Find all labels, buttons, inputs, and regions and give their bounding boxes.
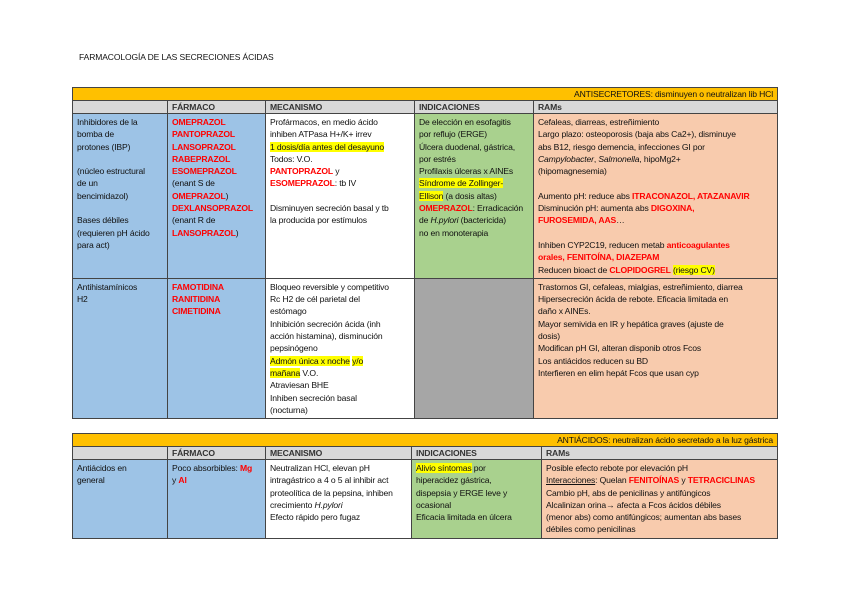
- text-run: ): [235, 227, 239, 238]
- text-line: [77, 281, 163, 293]
- drug-name: RABEPRAZOL: [172, 153, 231, 164]
- text-run: (a dosis altas): [443, 190, 497, 201]
- text-run: acción histamina), disminución: [270, 331, 383, 342]
- text-line: [546, 474, 773, 486]
- text-run: (menor abs) como antifúngicos; aumentan abs bases: [546, 512, 742, 523]
- text-run: ocasional: [416, 499, 451, 510]
- text-run: Interfieren en elim hepát Fcos que usan cyp: [538, 367, 699, 378]
- table-row: [73, 278, 778, 418]
- drug-name: Al: [178, 475, 187, 486]
- drug-name: PANTOPRAZOL: [270, 166, 333, 177]
- text-line: [538, 318, 773, 330]
- text-line: [172, 128, 261, 140]
- table-row: [73, 460, 778, 539]
- text-run: Todos: V.O.: [270, 153, 313, 164]
- text-line: [172, 190, 261, 202]
- table-header-row: [73, 447, 778, 460]
- table-band-row: [73, 434, 778, 447]
- text-line: [419, 128, 529, 140]
- text-line: [77, 141, 163, 153]
- drug-name: DEXLANSOPRAZOL: [172, 203, 253, 214]
- text-run: (nocturna): [270, 404, 308, 415]
- column-header-adverse-effects: RAMs: [542, 447, 778, 460]
- drug-name: PANTOPRAZOL: [172, 129, 235, 140]
- text-run: : Erradicación: [472, 203, 524, 214]
- text-run: Poco absorbibles:: [172, 463, 241, 473]
- text-line: [172, 153, 261, 165]
- text-line: [419, 153, 529, 165]
- text-line: [538, 116, 773, 128]
- text-line: [270, 355, 410, 367]
- text-run: ): [225, 190, 229, 201]
- text-line: [172, 177, 261, 189]
- text-line: [546, 523, 773, 535]
- text-run: Cefaleas, diarreas, estreñimiento: [538, 117, 660, 127]
- text-line: [546, 511, 773, 523]
- table-band-row: [73, 88, 778, 101]
- text-run: daño x AINEs.: [538, 306, 591, 317]
- text-line: [172, 293, 261, 305]
- text-line: [419, 165, 529, 177]
- drug-name: ITRACONAZOL, ATAZANAVIR: [632, 190, 750, 201]
- cell-drug: [168, 278, 266, 418]
- text-run: Campylobacter: [538, 153, 594, 164]
- text-line: [172, 116, 261, 128]
- text-run: H.pylori: [314, 499, 343, 510]
- text-run: (bactericida): [458, 215, 507, 226]
- text-line: [270, 474, 407, 486]
- text-line: [77, 462, 163, 474]
- text-line: [77, 177, 163, 189]
- text-run: Profilaxis úlceras x AINEs: [419, 166, 514, 177]
- text-line: [270, 202, 410, 214]
- text-line: [419, 202, 529, 214]
- text-line: [270, 379, 410, 391]
- text-line: [172, 141, 261, 153]
- text-run: pepsinógeno: [270, 343, 318, 354]
- text-line: [538, 214, 773, 226]
- text-run: Modifican pH GI, alteran disponib otros Fcos: [538, 343, 701, 354]
- text-run: Bases débiles: [77, 215, 129, 226]
- text-line: [270, 392, 410, 404]
- table-header-row: [73, 101, 778, 114]
- drug-name: DIGOXINA,: [650, 203, 695, 214]
- text-line: [270, 214, 410, 226]
- drug-name: FENITOÍNAS: [628, 475, 680, 486]
- text-line: [419, 227, 529, 239]
- text-line: [416, 462, 537, 474]
- text-run: : tb IV: [334, 178, 357, 189]
- text-line: [77, 293, 163, 305]
- text-line: [546, 499, 773, 511]
- highlighted-text: 1 dosis/día antes del desayuno: [270, 141, 384, 152]
- text-line: [77, 190, 163, 202]
- text-line: [172, 202, 261, 214]
- text-run: bomba de: [77, 129, 115, 140]
- text-line: [270, 116, 410, 128]
- text-line: [416, 499, 537, 511]
- column-header-mechanism: MECANISMO: [266, 447, 412, 460]
- highlighted-text: mañana: [270, 367, 301, 378]
- table-row: [73, 114, 778, 279]
- text-run: crecimiento: [270, 499, 315, 510]
- text-run: Inhiben CYP2C19, reducen metab: [538, 239, 667, 250]
- text-line: [270, 128, 410, 140]
- text-run: Trastornos GI, cefaleas, mialgias, estreñimiento, diarrea: [538, 281, 743, 292]
- text-line: [419, 116, 529, 128]
- drug-name: Mg: [240, 463, 253, 473]
- text-run: De elección en esofagitis: [419, 117, 511, 127]
- drug-name: CLOPIDOGREL: [609, 264, 671, 275]
- cell-adverse-effects: [542, 460, 778, 539]
- text-line: [538, 293, 773, 305]
- text-run: bencimidazol): [77, 190, 129, 201]
- text-run: Efecto rápido pero fugaz: [270, 512, 361, 523]
- text-run: y: [172, 475, 179, 486]
- document-title: FARMACOLOGÍA DE LAS SECRECIONES ÁCIDAS: [79, 52, 274, 62]
- text-line: [172, 214, 261, 226]
- drug-name: anticoagulantes: [666, 239, 730, 250]
- text-run: Disminución pH: aumenta abs: [538, 203, 651, 214]
- text-line: [546, 462, 773, 474]
- text-run: de: [419, 215, 431, 226]
- text-run: no en monoterapia: [419, 227, 489, 238]
- table-section-title: ANTISECRETORES: disminuyen o neutralizan lib HCl: [73, 88, 778, 101]
- text-line: [270, 511, 407, 523]
- cell-mechanism: [266, 460, 412, 539]
- text-run: dosis): [538, 331, 561, 342]
- text-run: estómago: [270, 306, 307, 317]
- drug-name: ESOMEPRAZOL: [172, 166, 237, 177]
- text-run: (núcleo estructural: [77, 166, 145, 177]
- text-line: [172, 165, 261, 177]
- text-line: [270, 342, 410, 354]
- text-line: [416, 487, 537, 499]
- text-line: [172, 281, 261, 293]
- column-header-indications: INDICACIONES: [412, 447, 542, 460]
- text-run: Inhiben secreción basal: [270, 392, 357, 403]
- text-run: abs B12, riesgo demencia, infecciones GI por: [538, 141, 705, 152]
- text-line: [538, 251, 773, 263]
- text-line: [538, 367, 773, 379]
- text-line: [270, 141, 410, 153]
- text-line: [77, 227, 163, 239]
- highlighted-text: Ellison: [419, 190, 444, 201]
- text-line: [172, 462, 261, 474]
- drug-name: ESOMEPRAZOL: [270, 178, 335, 189]
- text-run: la producida por estímulos: [270, 215, 367, 226]
- text-line: [270, 318, 410, 330]
- drug-name: LANSOPRAZOL: [172, 141, 236, 152]
- cell-indications: [412, 460, 542, 539]
- antisecretores-table: [72, 87, 778, 419]
- cell-category: [73, 114, 168, 279]
- text-run: V.O.: [300, 367, 319, 378]
- text-run: por estrés: [419, 153, 456, 164]
- text-run: H.pylori: [430, 215, 459, 226]
- text-line: [419, 190, 529, 202]
- text-line: [538, 128, 773, 140]
- text-run: Antihistamínicos: [77, 281, 138, 292]
- text-run: proteolítica de la pepsina, inhiben: [270, 487, 393, 498]
- text-line: [270, 305, 410, 317]
- text-run: Disminuyen secreción basal y tb: [270, 203, 389, 214]
- text-run: débiles como penicilinas: [546, 524, 636, 535]
- text-run: ,: [593, 153, 599, 164]
- cell-mechanism: [266, 114, 415, 279]
- text-run: …: [616, 215, 625, 226]
- column-header-category: [73, 447, 168, 460]
- text-run: Profármacos, en medio ácido: [270, 117, 378, 127]
- highlighted-text: (riesgo CV): [672, 264, 715, 275]
- antiacidos-table: [72, 433, 778, 539]
- text-line: [538, 355, 773, 367]
- text-line: [270, 404, 410, 416]
- text-line: [538, 264, 773, 276]
- drug-name: TETRACICLINAS: [687, 475, 755, 486]
- text-run: protones (IBP): [77, 141, 131, 152]
- text-run: Reducen bioact de: [538, 264, 610, 275]
- text-line: [77, 239, 163, 251]
- text-line: [270, 281, 410, 293]
- text-line: [270, 499, 407, 511]
- text-line: [270, 177, 410, 189]
- highlighted-text: y/o: [352, 355, 364, 366]
- text-run: inhiben ATPasa H+/K+ irrev: [270, 129, 372, 140]
- drug-name: OMEPRAZOL: [172, 117, 226, 127]
- text-line: [538, 177, 773, 189]
- text-run: dispepsia y ERGE leve y: [416, 487, 508, 498]
- text-run: Mayor semivida en IR y hepática graves (ajuste de: [538, 318, 724, 329]
- text-line: [172, 305, 261, 317]
- text-run: (hipomagnesemia): [538, 166, 607, 177]
- text-line: [538, 190, 773, 202]
- column-header-adverse-effects: RAMs: [534, 101, 778, 114]
- text-line: [546, 487, 773, 499]
- text-line: [270, 190, 410, 202]
- text-line: [419, 214, 529, 226]
- text-run: (enant S de: [172, 178, 215, 189]
- text-run: Antiácidos en: [77, 463, 127, 473]
- cell-category: [73, 460, 168, 539]
- text-run: , hipoMg2+: [639, 153, 681, 164]
- column-header-category: [73, 101, 168, 114]
- text-run: (requieren pH ácido: [77, 227, 150, 238]
- text-run: Aumento pH: reduce abs: [538, 190, 633, 201]
- text-run: Largo plazo: osteoporosis (baja abs Ca2+), disminuye: [538, 129, 736, 140]
- drug-name: OMEPRAZOL: [419, 203, 473, 214]
- text-run: general: [77, 475, 105, 486]
- text-run: para act): [77, 239, 110, 250]
- cell-drug: [168, 114, 266, 279]
- text-run: y: [679, 475, 688, 486]
- text-line: [416, 474, 537, 486]
- column-header-drug: FÁRMACO: [168, 101, 266, 114]
- text-run: Salmonella: [598, 153, 640, 164]
- text-line: [77, 214, 163, 226]
- text-line: [270, 293, 410, 305]
- highlighted-text: Alivio síntomas: [416, 463, 472, 473]
- highlighted-text: Admón única x noche: [270, 355, 350, 366]
- drug-name: CIMETIDINA: [172, 306, 221, 317]
- text-line: [77, 202, 163, 214]
- column-header-drug: FÁRMACO: [168, 447, 266, 460]
- text-line: [270, 462, 407, 474]
- drug-name: OMEPRAZOL: [172, 190, 226, 201]
- text-line: [77, 116, 163, 128]
- text-line: [538, 330, 773, 342]
- text-run: Rc H2 de cél parietal del: [270, 294, 360, 305]
- text-run: por reflujo (ERGE): [419, 129, 487, 140]
- text-line: [270, 153, 410, 165]
- column-header-indications: INDICACIONES: [415, 101, 534, 114]
- text-run: Bloqueo reversible y competitivo: [270, 281, 389, 292]
- text-run: Posible efecto rebote por elevación pH: [546, 463, 688, 473]
- text-run: H2: [77, 294, 88, 305]
- text-line: [538, 239, 773, 251]
- text-line: [270, 330, 410, 342]
- cell-category: [73, 278, 168, 418]
- text-line: [538, 342, 773, 354]
- cell-adverse-effects: [534, 114, 778, 279]
- text-line: [77, 153, 163, 165]
- column-header-mechanism: MECANISMO: [266, 101, 415, 114]
- text-line: [538, 165, 773, 177]
- highlighted-text: Síndrome de Zollinger-: [419, 178, 504, 189]
- text-line: [538, 305, 773, 317]
- drug-name: FUROSEMIDA, AAS: [538, 215, 617, 226]
- text-line: [538, 281, 773, 293]
- text-run: : Quelan: [595, 475, 629, 486]
- text-run: Eficacia limitada en úlcera: [416, 512, 512, 523]
- text-line: [416, 511, 537, 523]
- drug-name: orales, FENITOÍNA, DIAZEPAM: [538, 252, 660, 263]
- text-run: Atraviesan BHE: [270, 380, 329, 391]
- text-line: [538, 202, 773, 214]
- cell-indications: [415, 114, 534, 279]
- drug-name: FAMOTIDINA: [172, 281, 224, 292]
- text-line: [419, 177, 529, 189]
- text-line: [77, 128, 163, 140]
- text-run: (enant R de: [172, 215, 216, 226]
- text-run: Inhibición secreción ácida (inh: [270, 318, 381, 329]
- text-run: Interacciones: [546, 475, 596, 486]
- text-run: por: [471, 463, 486, 473]
- text-run: de un: [77, 178, 98, 189]
- text-run: Inhibidores de la: [77, 117, 138, 127]
- text-line: [538, 141, 773, 153]
- text-run: Alcalinizan orina→ afecta a Fcos ácidos débiles: [546, 499, 721, 510]
- drug-name: LANSOPRAZOL: [172, 227, 236, 238]
- text-line: [538, 153, 773, 165]
- text-run: Hipersecreción ácida de rebote. Eficacia limitada en: [538, 294, 728, 305]
- table-section-title: ANTIÁCIDOS: neutralizan ácido secretado a la luz gástrica: [73, 434, 778, 447]
- cell-drug: [168, 460, 266, 539]
- text-line: [270, 165, 410, 177]
- text-line: [270, 367, 410, 379]
- text-run: Los antiácidos reducen su BD: [538, 355, 648, 366]
- text-run: intragástrico a 4 o 5 al inhibir act: [270, 475, 389, 486]
- drug-name: RANITIDINA: [172, 294, 221, 305]
- text-line: [172, 474, 261, 486]
- text-line: [270, 487, 407, 499]
- text-run: Úlcera duodenal, gástrica,: [419, 141, 515, 152]
- cell-adverse-effects: [534, 278, 778, 418]
- cell-indications: [415, 278, 534, 418]
- text-run: hiperacidez gástrica,: [416, 475, 492, 486]
- text-run: Cambio pH, abs de penicilinas y antifúngicos: [546, 487, 711, 498]
- text-line: [77, 474, 163, 486]
- text-line: [419, 141, 529, 153]
- text-run: Neutralizan HCl, elevan pH: [270, 463, 370, 473]
- text-line: [172, 227, 261, 239]
- text-run: y: [332, 166, 340, 177]
- cell-mechanism: [266, 278, 415, 418]
- text-line: [538, 227, 773, 239]
- text-line: [77, 165, 163, 177]
